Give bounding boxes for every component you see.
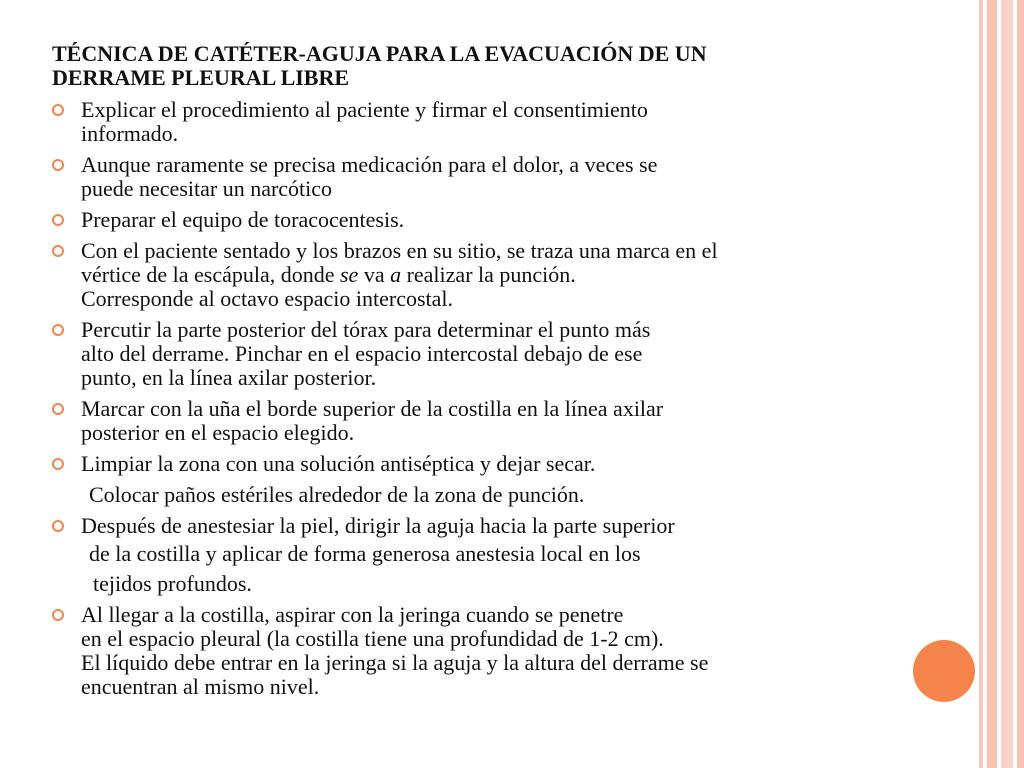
item-line: de la costilla y aplicar de forma generosa anestesia local en los — [89, 541, 641, 566]
continuation-text — [52, 572, 952, 596]
italic-text: a — [390, 262, 402, 287]
item-line: alto del derrame. Pinchar en el espacio intercostal debajo de ese — [81, 341, 643, 366]
item-line: Preparar el equipo de toracocentesis. — [81, 207, 405, 232]
item-line: Colocar paños estériles alrededor de la zona de punción. — [89, 482, 585, 507]
slide-content — [52, 42, 952, 706]
decorative-stripe — [1017, 0, 1024, 768]
continuation-text — [52, 542, 952, 566]
bullet-icon — [52, 159, 64, 171]
bullet-icon — [52, 104, 64, 116]
list-item — [52, 208, 952, 232]
title-line: DERRAME PLEURAL LIBRE — [52, 65, 350, 90]
list-item — [52, 514, 952, 538]
list-item — [52, 603, 952, 699]
item-line: Marcar con la uña el borde superior de la costilla en la línea axilar — [81, 396, 664, 421]
item-line: tejidos profundos. — [93, 571, 252, 596]
list-item — [52, 452, 952, 476]
continuation-text — [52, 483, 952, 507]
item-line: punto, en la línea axilar posterior. — [81, 365, 377, 390]
item-line: puede necesitar un narcótico — [81, 176, 333, 201]
text-span: realizar la punción. — [401, 262, 576, 287]
item-line: El líquido debe entrar en la jeringa si la aguja y la altura del derrame se — [81, 650, 709, 675]
item-line: Percutir la parte posterior del tórax para determinar el punto más — [81, 317, 651, 342]
item-line: Aunque raramente se precisa medicación para el dolor, a veces se — [81, 152, 658, 177]
bullet-icon — [52, 214, 64, 226]
item-line: posterior en el espacio elegido. — [81, 420, 355, 445]
item-line — [81, 263, 952, 287]
item-line: Con el paciente sentado y los brazos en su sitio, se traza una marca en el — [81, 238, 718, 263]
list-item — [52, 318, 952, 390]
decorative-stripe — [1001, 0, 1013, 768]
list-item — [52, 397, 952, 445]
text-span: vértice de la escápula, donde — [81, 262, 340, 287]
item-line: Explicar el procedimiento al paciente y firmar el consentimiento — [81, 97, 648, 122]
italic-text: se — [339, 262, 359, 287]
list-item — [52, 98, 952, 146]
item-line: en el espacio pleural (la costilla tiene una profundidad de 1-2 cm). — [81, 626, 664, 651]
item-line: Después de anestesiar la piel, dirigir la aguja hacia la parte superior — [81, 513, 675, 538]
bullet-icon — [52, 324, 64, 336]
bullet-icon — [52, 520, 64, 532]
slide-title — [52, 42, 952, 90]
item-line: encuentran al mismo nivel. — [81, 674, 320, 699]
decorative-stripe — [979, 0, 983, 768]
text-span: va — [358, 262, 391, 287]
item-line: Limpiar la zona con una solución antiséptica y dejar secar. — [81, 451, 596, 476]
bullet-icon — [52, 609, 64, 621]
title-line: TÉCNICA DE CATÉTER-AGUJA PARA LA EVACUACIÓN DE UN — [52, 41, 707, 66]
list-item — [52, 153, 952, 201]
decorative-stripe — [987, 0, 997, 768]
item-line: informado. — [81, 121, 179, 146]
bullet-icon — [52, 245, 64, 257]
list-item — [52, 239, 952, 311]
bullet-icon — [52, 403, 64, 415]
item-line: Corresponde al octavo espacio intercostal. — [81, 286, 454, 311]
bullet-icon — [52, 458, 64, 470]
item-line: Al llegar a la costilla, aspirar con la jeringa cuando se penetre — [81, 602, 624, 627]
